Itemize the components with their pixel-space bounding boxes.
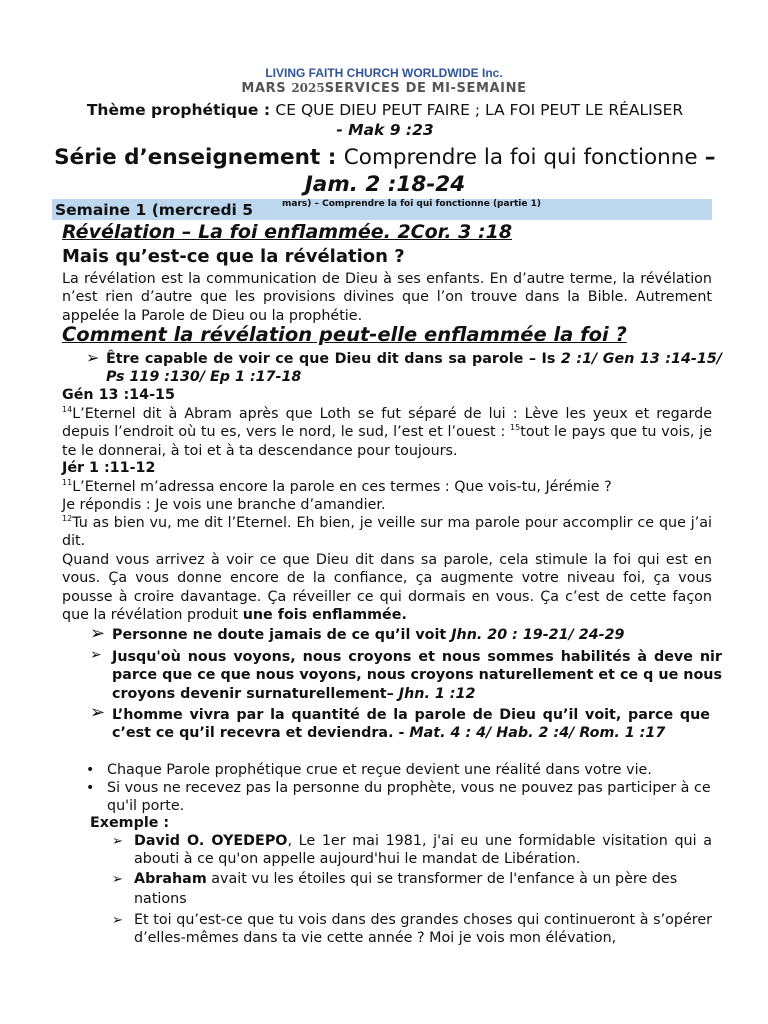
explanation-text: Quand vous arrivez à voir ce que Dieu dit dans sa parole, cela stimule la foi qui est en vous. Ça vous donne encore de la confiance, ça augmente votre niveau foi, ça vous pousse à croire davantage. Ça réveiller ce qui dormais en vous. Ça c’est de cette façon que la révélation produit bbox=[62, 552, 712, 623]
week-label: Semaine 1 (mercredi 5 bbox=[55, 201, 254, 219]
how-heading: Comment la révélation peut-elle enflammée la foi ? bbox=[62, 323, 627, 346]
arrow-bullet-icon: ➢ bbox=[112, 913, 123, 928]
dot-point: Chaque Parole prophétique crue et reçue devient une réalité dans votre vie. bbox=[107, 762, 652, 778]
question-heading: Mais qu’est-ce que la révélation ? bbox=[62, 246, 405, 267]
point-how-far bbox=[112, 648, 722, 703]
bullet-dot-icon: • bbox=[86, 762, 95, 778]
genesis-verses bbox=[62, 405, 712, 460]
bullet-dot-icon: • bbox=[86, 780, 95, 796]
theme-label: Thème prophétique : bbox=[86, 101, 276, 119]
point-no-doubt bbox=[112, 626, 722, 644]
jeremiah-verse-12 bbox=[62, 514, 712, 551]
theme-reference: - Mak 9 :23 bbox=[336, 121, 434, 139]
verse-text: L’Eternel dit à Abram après que Loth se fut séparé de lui : Lève les yeux et regarde depuis l’endroit où tu es, vers le nord, le sud, l’est et l’ouest : bbox=[62, 406, 712, 441]
example-text: avait vu les étoiles qui se transformer de l'enfance à un père des nations bbox=[134, 871, 678, 907]
definition-paragraph: La révélation est la communication de Dieu à ses enfants. En d’autre terme, la révélation n’est rien d’autre que les provisions divines que l’on trouve dans la Bible. Autrement appelée la Parole de Dieu ou la prophétie. bbox=[62, 271, 712, 324]
jeremiah-verse-11 bbox=[62, 478, 712, 515]
services-line bbox=[0, 81, 768, 96]
point-reference: Jhn. 1 :12 bbox=[398, 685, 476, 702]
example-oyedepo bbox=[134, 832, 712, 869]
point-reference: 2 :1/ Gen 13 :14-15/ Ps 119 :130/ Ep 1 :17-18 bbox=[106, 351, 722, 386]
verse-text: L’Eternel m’adressa encore la parole en ces termes : Que vois-tu, Jérémie ? bbox=[72, 479, 612, 495]
arrow-bullet-icon: ➢ bbox=[90, 702, 106, 723]
explanation-emphasis: une fois enflammée. bbox=[242, 606, 407, 623]
dot-point: Si vous ne recevez pas la personne du prophète, vous ne pouvez pas participer à ce qu'il porte. bbox=[107, 780, 711, 815]
verse-text: Je répondis : Je vois une branche d’amandier. bbox=[62, 497, 386, 514]
point-reference: Mat. 4 : 4/ Hab. 2 :4/ Rom. 1 :17 bbox=[409, 725, 666, 742]
year-label: 2025 bbox=[291, 81, 325, 95]
verse-number: 12 bbox=[62, 514, 73, 524]
explanation-paragraph bbox=[62, 551, 712, 624]
theme-text: CE QUE DIEU PEUT FAIRE ; LA FOI PEUT LE RÉALISER bbox=[275, 101, 684, 119]
prophetic-theme bbox=[30, 100, 740, 140]
series-label: Série d’enseignement : bbox=[54, 145, 344, 170]
example-you: Et toi qu’est-ce que tu vois dans des grandes choses qui continueront à s’opérer d’elles-mêmes dans ta vie cette année ? Moi je vois mon élévation, bbox=[134, 912, 712, 947]
month-label: MARS bbox=[241, 81, 292, 96]
point-see-word bbox=[106, 350, 722, 387]
teaching-series bbox=[40, 144, 730, 198]
organization-name: LIVING FAITH CHURCH WORLDWIDE Inc. bbox=[265, 66, 503, 80]
verse-text: Tu as bien vu, me dit l’Eternel. Eh bien, je veille sur ma parole pour accomplir ce que j’ai dit. bbox=[62, 515, 712, 550]
point-text: Personne ne doute jamais de ce qu’il voit bbox=[112, 627, 452, 643]
verse-number: 11 bbox=[62, 478, 73, 488]
arrow-bullet-icon: ➢ bbox=[90, 623, 106, 644]
series-text: Comprendre la foi qui fonctionne bbox=[343, 145, 698, 170]
verse-text: tout le pays que tu vois, je te le donnerai, à toi et à ta descendance pour toujours. bbox=[62, 424, 713, 459]
point-text: Être capable de voir ce que Dieu dit dans sa parole – Is bbox=[106, 351, 561, 367]
example-name: Abraham bbox=[134, 871, 207, 887]
services-label: SERVICES DE MI-SEMAINE bbox=[324, 81, 527, 96]
verse-number: 14 bbox=[62, 405, 73, 415]
genesis-heading: Gén 13 :14-15 bbox=[62, 387, 175, 403]
verse-number: 15 bbox=[510, 423, 521, 433]
jeremiah-heading: Jér 1 :11-12 bbox=[62, 460, 156, 476]
arrow-bullet-icon: ➢ bbox=[112, 834, 123, 849]
series-reference: – Jam. 2 :18-24 bbox=[304, 145, 716, 197]
example-label: Exemple : bbox=[90, 815, 170, 831]
arrow-bullet-icon: ➢ bbox=[90, 647, 102, 663]
week-subtitle: mars) – Comprendre la foi qui fonctionne (partie 1) bbox=[282, 199, 542, 209]
revelation-title: Révélation – La foi enflammée. 2Cor. 3 :18 bbox=[62, 221, 513, 243]
point-text: Jusqu'où nous voyons, nous croyons et nous sommes habilités à deve nir parce que ce que nous voyons, nous croyons naturellement et ce q ue nous croyons devenir surnaturellement– bbox=[112, 649, 722, 702]
example-name: David O. OYEDEPO bbox=[134, 833, 288, 849]
arrow-bullet-icon: ➢ bbox=[86, 348, 100, 367]
point-text: L’homme vivra par la quantité de la parole de Dieu qu’il voit, parce que c’est ce qu’il recevra et deviendra. - bbox=[112, 707, 710, 742]
point-man-shall-live bbox=[112, 706, 710, 743]
arrow-bullet-icon: ➢ bbox=[112, 872, 123, 887]
example-text: , Le 1er mai 1981, j'ai eu une formidable visitation qui a abouti à ce qu'on appelle aujourd'hui le mandat de Libération. bbox=[134, 833, 712, 868]
point-reference: Jhn. 20 : 19-21/ 24-29 bbox=[451, 627, 625, 643]
example-abraham bbox=[134, 869, 712, 909]
